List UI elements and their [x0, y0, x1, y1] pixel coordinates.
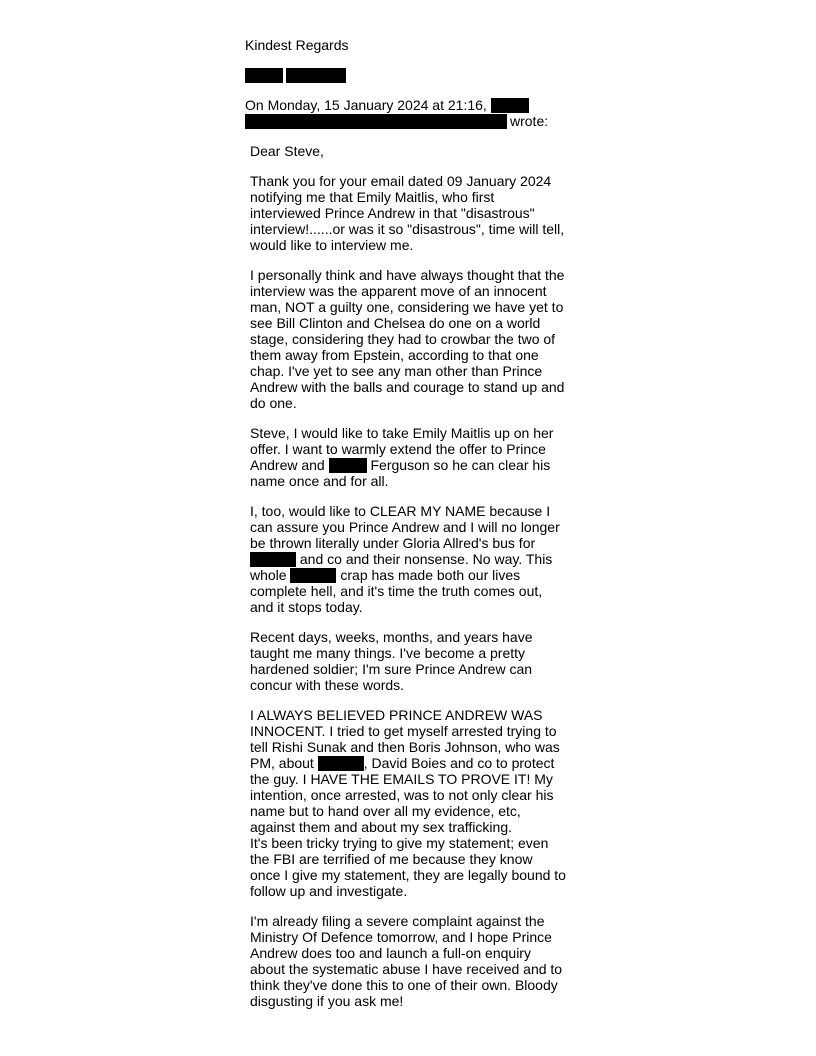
paragraph-7: I'm already filing a severe complaint against the Ministry Of Defence tomorrow, and I hope Prince Andrew does too and launch a full-on enquiry about the systematic abuse I have received and to think they've done this to one of their own. Bloody disgusting if you ask me! [250, 913, 563, 1009]
redaction-bar [329, 458, 367, 473]
message-body [250, 143, 580, 1023]
paragraph-2: I personally think and have always thought that the interview was the apparent move of an innocent man, NOT a guilty one, considering we have yet to see Bill Clinton and Chelsea do one on a world stage, considering they had to crowbar the two of them away from Epstein, according to that one chap. I've yet to see any man other than Prince Andrew with the balls and courage to stand up and do one. [250, 267, 565, 411]
redaction-bar [245, 68, 283, 83]
quote-header-suffix: wrote: [510, 113, 549, 129]
greeting: Dear Steve, [250, 143, 324, 159]
redaction-bar [245, 114, 507, 129]
redaction-bar [286, 68, 346, 83]
redaction-bar [491, 98, 529, 113]
quote-header-line2 [245, 113, 548, 129]
paragraph-4: I, too, would like to CLEAR MY NAME because I can assure you Prince Andrew and I will no longer be thrown literally under Gloria Allred's bus for and co and their nonsense. No way. This whole crap has made both our lives complete hell, and it's time the truth comes out, and it stops today. [250, 503, 560, 615]
signature-name-redacted [245, 68, 355, 83]
quote-header-line1 [245, 97, 529, 113]
paragraph-3: Steve, I would like to take Emily Maitlis up on her offer. I want to warmly extend the offer to Prince Andrew and Ferguson so he can clear his name once and for all. [250, 425, 554, 489]
redaction-bar [290, 568, 336, 583]
quote-header-prefix: On Monday, 15 January 2024 at 21:16, [245, 97, 487, 113]
paragraph-6: I ALWAYS BELIEVED PRINCE ANDREW WAS INNOCENT. I tried to get myself arrested trying to tell Rishi Sunak and then Boris Johnson, who was PM, about , David Boies and co to protect the guy. I HAVE THE EMAILS TO PROVE IT! My intention, once arrested, was to not only clear his name but to hand over all my evidence, etc, against them and about my sex trafficking. It's been tricky trying to give my statement; even the FBI are terrified of me because they know once I give my statement, they are legally bound to follow up and investigate. [250, 707, 566, 899]
redaction-bar [318, 756, 364, 771]
paragraph-1: Thank you for your email dated 09 January 2024 notifying me that Emily Maitlis, who first interviewed Prince Andrew in that "disastrous" interview!......or was it so "disastrous", time will tell, would like to interview me. [250, 173, 565, 253]
signature-closing: Kindest Regards [245, 37, 349, 53]
redaction-bar [250, 552, 296, 567]
paragraph-5: Recent days, weeks, months, and years have taught me many things. I've become a pretty hardened soldier; I'm sure Prince Andrew can concur with these words. [250, 629, 533, 693]
